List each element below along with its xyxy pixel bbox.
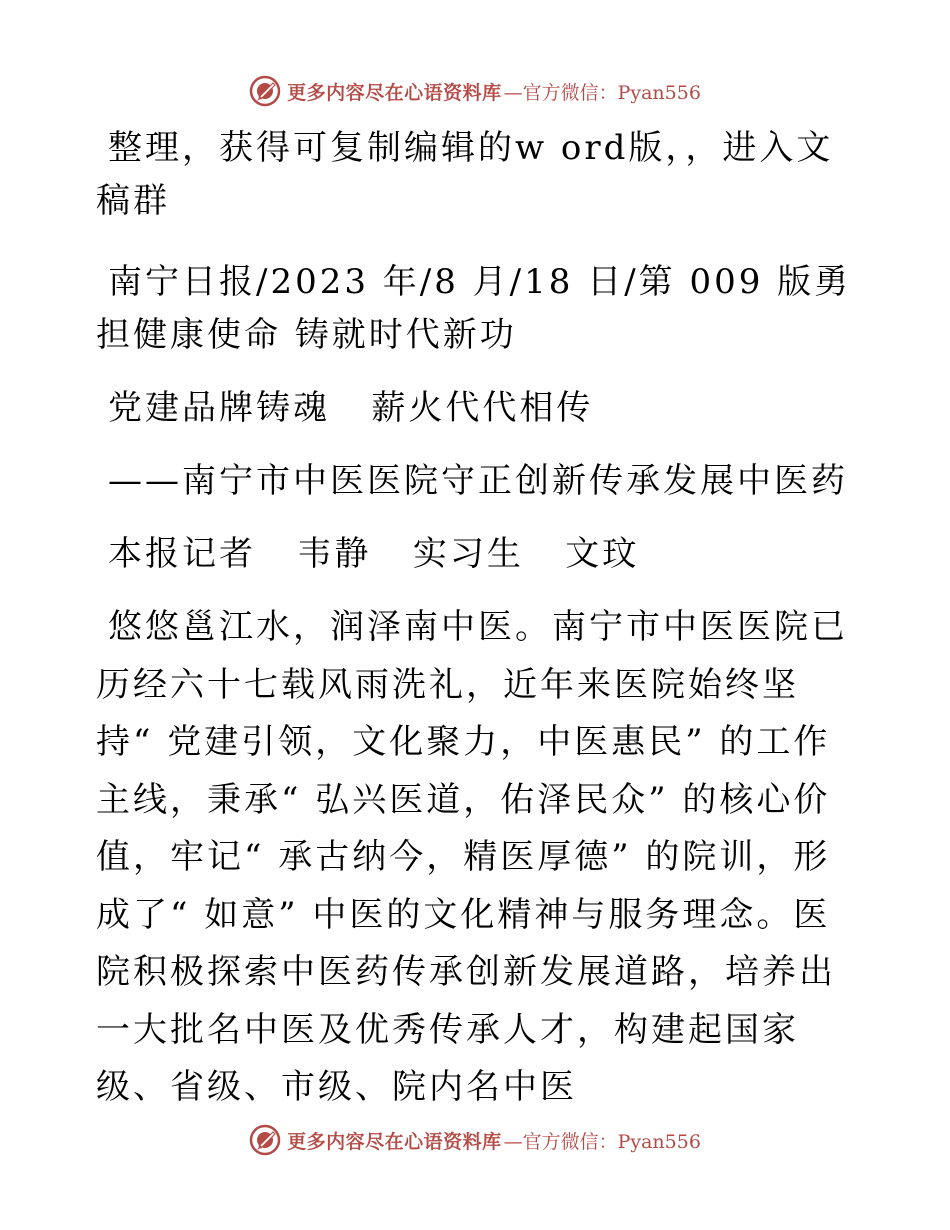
document-body — [96, 122, 856, 1117]
article-body-paragraph: 悠悠邕江水，润泽南中医。南宁市中医医院已历经六十七载风雨洗礼，近年来医院始终坚持“ 党建引领，文化聚力，中医惠民” 的工作主线，秉承“ 弘兴医道，佑泽民众” 的核心价值，牢记“ 承古纳今，精医厚德” 的院训，形成了“ 如意” 中医的文化精神与服务理念。医院积极探索中医药传承创新发展道路，培养出一大批名中医及优秀传承人才，构建起国家级、省级、市级、院内名中医 — [96, 607, 848, 1107]
brand-logo-icon — [249, 75, 281, 107]
watermark-brand: 更多内容尽在心语资料库 — [287, 81, 502, 104]
watermark-wechat: —官方微信：Pyan556 — [503, 1130, 701, 1153]
paragraph-intro: 整理，获得可复制编辑的w ord版，，进入文稿群 — [96, 128, 834, 221]
article-subtitle: ——南宁市中医医院守正创新传承发展中医药 — [108, 461, 848, 501]
watermark-brand: 更多内容尽在心语资料库 — [287, 1130, 502, 1153]
paragraph-source: 南宁日报/2023 年/8 月/18 日/第 009 版勇担健康使命 铸就时代新功 — [96, 262, 852, 355]
article-byline: 本报记者 韦静 实习生 文玟 — [108, 534, 640, 574]
footer-watermark — [0, 1120, 950, 1160]
brand-logo-icon — [249, 1124, 281, 1156]
watermark-wechat: —官方微信：Pyan556 — [503, 81, 701, 104]
header-watermark — [0, 71, 950, 111]
article-title: 党建品牌铸魂 薪火代代相传 — [108, 388, 594, 428]
